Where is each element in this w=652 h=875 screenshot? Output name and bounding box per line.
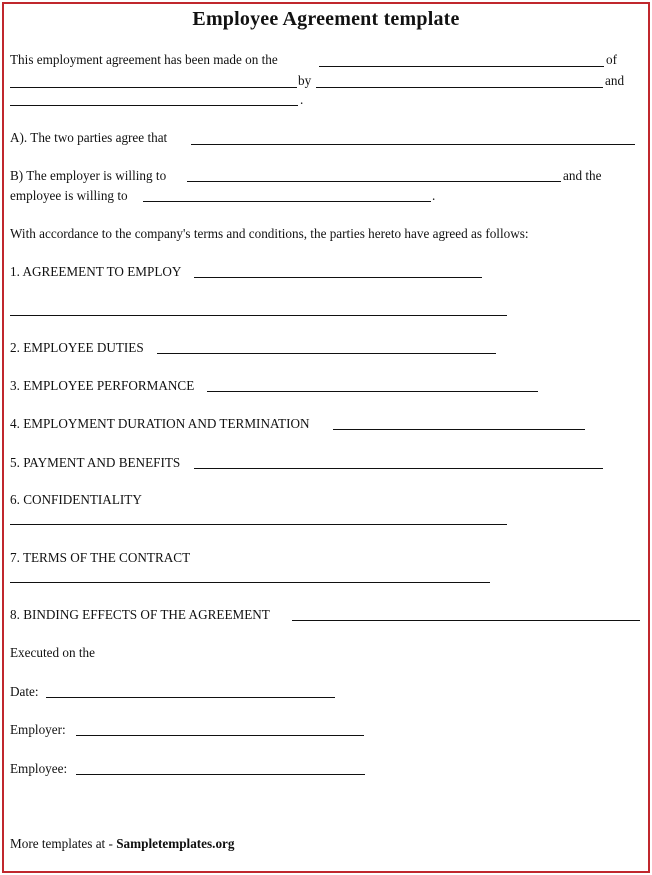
footer: [10, 836, 235, 852]
section-1-heading: 1. AGREEMENT TO EMPLOY: [10, 264, 182, 279]
document-title: Employee Agreement template: [192, 8, 460, 30]
footer-site-link[interactable]: Sampletemplates.org: [116, 836, 235, 851]
blank-section-6[interactable]: [10, 524, 507, 525]
blank-employee-name[interactable]: [10, 105, 298, 106]
employer-label: Employer:: [10, 722, 66, 737]
section-6-heading: 6. CONFIDENTIALITY: [10, 492, 142, 507]
blank-section-8[interactable]: [292, 620, 640, 621]
clause-b-text: B) The employer is willing to: [10, 168, 167, 183]
blank-section-1-line-2[interactable]: [10, 315, 507, 316]
employee-label: Employee:: [10, 761, 68, 776]
blank-section-2[interactable]: [157, 353, 496, 354]
blank-employer-willing[interactable]: [187, 181, 561, 182]
blank-section-3[interactable]: [207, 391, 538, 392]
section-3-heading: 3. EMPLOYEE PERFORMANCE: [10, 378, 195, 393]
accordance-text: With accordance to the company's terms and conditions, the parties hereto have agreed as follows:: [10, 226, 529, 241]
blank-section-7[interactable]: [10, 582, 490, 583]
blank-section-4[interactable]: [333, 429, 585, 430]
section-4-heading: 4. EMPLOYMENT DURATION AND TERMINATION: [10, 416, 310, 431]
blank-employee-willing[interactable]: [143, 201, 431, 202]
section-8-heading: 8. BINDING EFFECTS OF THE AGREEMENT: [10, 607, 270, 622]
section-7-heading: 7. TERMS OF THE CONTRACT: [10, 550, 191, 565]
blank-employer-address[interactable]: [316, 87, 603, 88]
intro-line-1-end: of: [606, 52, 617, 67]
footer-prefix: More templates at -: [10, 836, 117, 851]
blank-clause-a[interactable]: [191, 144, 635, 145]
blank-section-1[interactable]: [194, 277, 482, 278]
clause-b-end: .: [432, 188, 436, 203]
clause-b-mid: and the: [563, 168, 602, 183]
executed-text: Executed on the: [10, 645, 95, 660]
blank-section-5[interactable]: [194, 468, 603, 469]
intro-line-3-end: .: [300, 92, 304, 107]
clause-b-line-2: employee is willing to: [10, 188, 128, 203]
intro-line-2-and: and: [605, 73, 625, 88]
intro-line-2-by: by: [298, 73, 312, 88]
blank-employer-name[interactable]: [10, 87, 297, 88]
employee-signature-field[interactable]: [76, 774, 365, 775]
clause-a-text: A). The two parties agree that: [10, 130, 168, 145]
employer-signature-field[interactable]: [76, 735, 364, 736]
date-label: Date:: [10, 684, 39, 699]
blank-date-made[interactable]: [319, 66, 604, 67]
date-field[interactable]: [46, 697, 335, 698]
intro-line-1-text: This employment agreement has been made on the: [10, 52, 278, 67]
section-2-heading: 2. EMPLOYEE DUTIES: [10, 340, 144, 355]
section-5-heading: 5. PAYMENT AND BENEFITS: [10, 455, 181, 470]
